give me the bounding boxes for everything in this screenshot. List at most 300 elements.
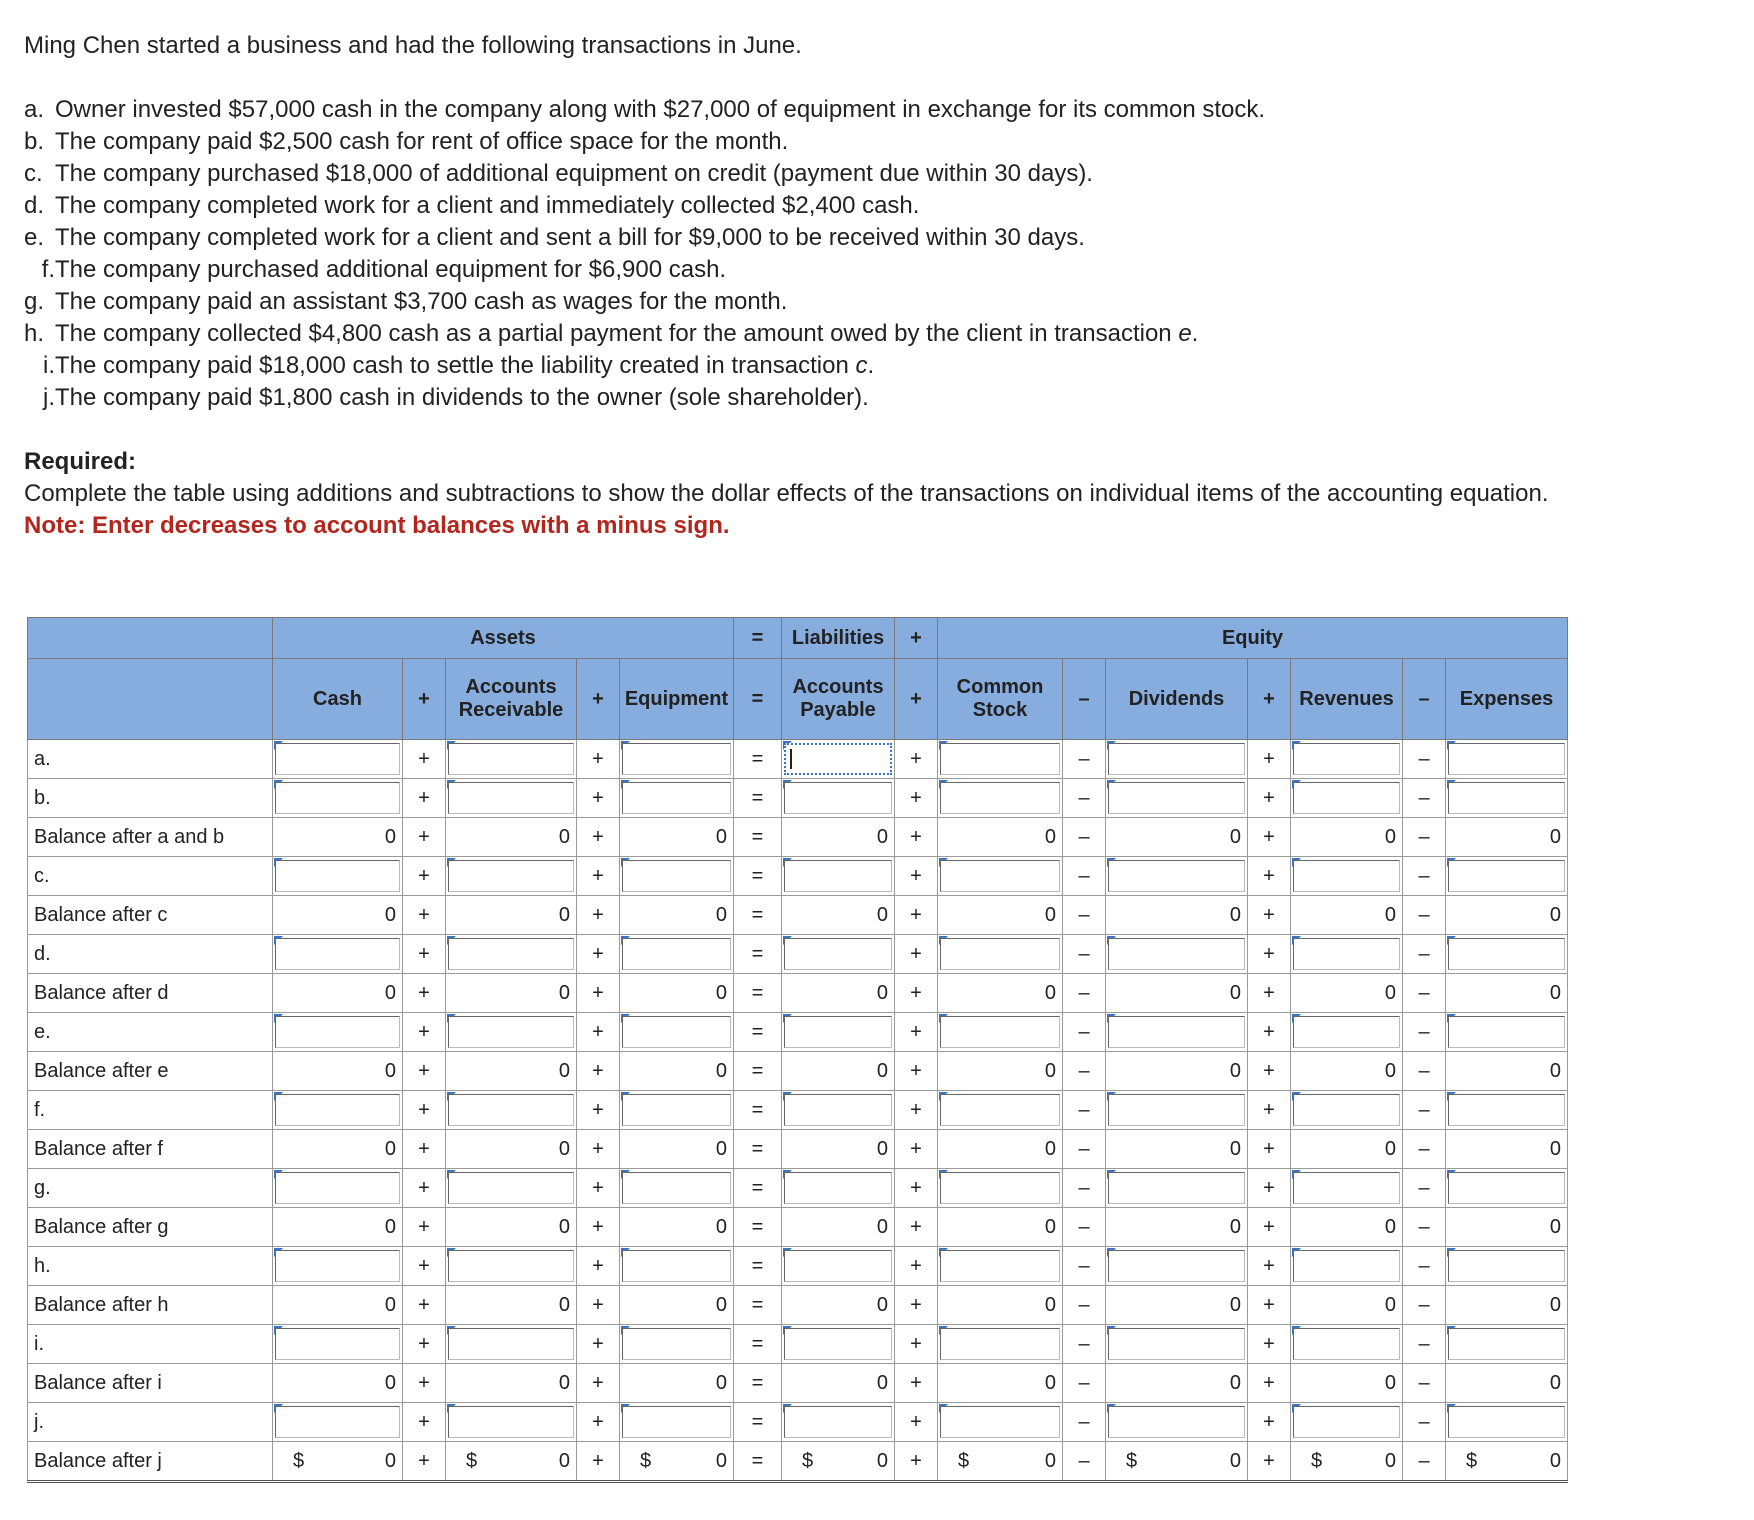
common-stock-input[interactable] — [938, 1091, 1063, 1130]
balance-value: 0 — [558, 904, 570, 926]
accounts-receivable-input[interactable] — [446, 779, 577, 818]
operator: + — [403, 1403, 446, 1442]
operator: – — [1063, 740, 1106, 779]
input-box[interactable] — [275, 743, 400, 775]
accounts-receivable-balance — [446, 1286, 577, 1325]
operator: – — [1063, 1442, 1106, 1482]
operator: + — [403, 1208, 446, 1247]
transaction-text: The company completed work for a client and sent a bill for $9,000 to be received within 30 days. — [55, 224, 1085, 251]
input-box[interactable] — [1448, 782, 1565, 814]
cash-input[interactable] — [273, 740, 403, 779]
input-box[interactable] — [784, 782, 892, 814]
input-box[interactable] — [622, 1172, 731, 1204]
operator: + — [895, 818, 938, 857]
expenses-input[interactable] — [1446, 1403, 1568, 1442]
input-box[interactable] — [448, 1406, 574, 1438]
operator: + — [895, 1091, 938, 1130]
cash-input[interactable] — [273, 1403, 403, 1442]
accounts-payable-input[interactable] — [782, 740, 895, 779]
dividends-input[interactable] — [1106, 1091, 1248, 1130]
input-box[interactable] — [622, 743, 731, 775]
operator: – — [1063, 779, 1106, 818]
col-accounts-payable — [782, 659, 895, 740]
revenues-input[interactable] — [1291, 935, 1403, 974]
dividends-input[interactable] — [1106, 1247, 1248, 1286]
accounts-receivable-balance — [446, 974, 577, 1013]
balance-value: 0 — [384, 904, 396, 926]
transaction-h — [24, 318, 1724, 350]
revenues-balance — [1291, 818, 1403, 857]
equipment-balance — [620, 974, 734, 1013]
operator: – — [1063, 1169, 1106, 1208]
operator: + — [1248, 1247, 1291, 1286]
operator: – — [1403, 1364, 1446, 1403]
expenses-input[interactable] — [1446, 1169, 1568, 1208]
operator: – — [1063, 1013, 1106, 1052]
revenues-input[interactable] — [1291, 740, 1403, 779]
expenses-balance — [1446, 1052, 1568, 1091]
input-box[interactable] — [1108, 1016, 1245, 1048]
operator: + — [403, 896, 446, 935]
dividends-balance — [1106, 1208, 1248, 1247]
currency-symbol: $ — [802, 1450, 814, 1472]
common-stock-balance — [938, 974, 1063, 1013]
row-label: Balance after e — [28, 1052, 273, 1091]
input-box[interactable] — [1108, 1328, 1245, 1360]
input-box[interactable] — [1448, 860, 1565, 892]
common-stock-input[interactable] — [938, 1247, 1063, 1286]
revenues-balance — [1291, 1364, 1403, 1403]
operator: + — [895, 1130, 938, 1169]
common-stock-input[interactable] — [938, 1169, 1063, 1208]
input-box[interactable] — [1293, 1328, 1400, 1360]
input-box[interactable] — [1448, 938, 1565, 970]
input-box[interactable] — [448, 782, 574, 814]
accounts-payable-balance — [782, 1364, 895, 1403]
revenues-input[interactable] — [1291, 1013, 1403, 1052]
operator: – — [1063, 1130, 1106, 1169]
common-stock-input[interactable] — [938, 1013, 1063, 1052]
expenses-input[interactable] — [1446, 1091, 1568, 1130]
input-box[interactable] — [1448, 1328, 1565, 1360]
revenues-balance — [1291, 1208, 1403, 1247]
operator: – — [1403, 1208, 1446, 1247]
input-box[interactable] — [622, 938, 731, 970]
row-label: Balance after g — [28, 1208, 273, 1247]
equipment-input[interactable] — [620, 740, 734, 779]
input-box[interactable] — [1293, 1406, 1400, 1438]
input-box[interactable] — [784, 1172, 892, 1204]
input-box[interactable] — [1108, 1250, 1245, 1282]
balance-value: 0 — [558, 826, 570, 848]
balance-value: 0 — [876, 1138, 888, 1160]
input-box[interactable] — [275, 1172, 400, 1204]
common-stock-balance — [938, 1364, 1063, 1403]
revenues-input[interactable] — [1291, 1325, 1403, 1364]
transaction-e — [24, 222, 1724, 254]
transaction-text: The company purchased additional equipment for $6,900 cash. — [55, 256, 727, 283]
row-label: a. — [28, 740, 273, 779]
equipment-input[interactable] — [620, 935, 734, 974]
accounts-receivable-input[interactable] — [446, 740, 577, 779]
input-box[interactable] — [275, 1328, 400, 1360]
dividends-input[interactable] — [1106, 935, 1248, 974]
equipment-input[interactable] — [620, 1169, 734, 1208]
operator: + — [895, 935, 938, 974]
accounts-payable-input[interactable] — [782, 1169, 895, 1208]
balance-value: 0 — [384, 1216, 396, 1238]
revenues-input[interactable] — [1291, 779, 1403, 818]
input-box[interactable] — [448, 1016, 574, 1048]
balance-row — [28, 1130, 1568, 1169]
balance-value: 0 — [876, 1294, 888, 1316]
transaction-end: . — [1191, 320, 1199, 347]
input-box[interactable] — [784, 1328, 892, 1360]
col-cash: Cash — [273, 659, 403, 740]
common-stock-input[interactable] — [938, 857, 1063, 896]
operator: + — [1248, 974, 1291, 1013]
cash-input[interactable] — [273, 1013, 403, 1052]
common-stock-balance — [938, 1130, 1063, 1169]
expenses-input[interactable] — [1446, 779, 1568, 818]
dividends-input[interactable] — [1106, 1013, 1248, 1052]
input-box[interactable] — [622, 1250, 731, 1282]
revenues-balance — [1291, 1442, 1403, 1482]
operator: + — [895, 659, 938, 740]
operator: – — [1403, 1403, 1446, 1442]
balance-value: 0 — [558, 1450, 570, 1472]
input-box[interactable] — [1108, 743, 1245, 775]
input-box[interactable] — [784, 938, 892, 970]
common-stock-input[interactable] — [938, 740, 1063, 779]
input-box[interactable] — [940, 860, 1060, 892]
accounts-payable-input[interactable] — [782, 857, 895, 896]
input-box[interactable] — [784, 860, 892, 892]
transaction-ref: e — [1178, 320, 1192, 347]
col-dividends: Dividends — [1106, 659, 1248, 740]
assets-header: Assets — [273, 618, 734, 659]
operator: + — [577, 1247, 620, 1286]
input-box[interactable] — [784, 1094, 892, 1126]
operator: + — [895, 1403, 938, 1442]
common-stock-input[interactable] — [938, 779, 1063, 818]
dividends-input[interactable] — [1106, 1325, 1248, 1364]
balance-value: 0 — [1384, 904, 1396, 926]
input-box[interactable] — [275, 1250, 400, 1282]
revenues-input[interactable] — [1291, 1091, 1403, 1130]
common-stock-input[interactable] — [938, 1325, 1063, 1364]
input-box[interactable] — [275, 1094, 400, 1126]
accounts-payable-balance — [782, 1286, 895, 1325]
input-box[interactable] — [1108, 782, 1245, 814]
balance-value: 0 — [1044, 826, 1056, 848]
input-box[interactable] — [784, 1016, 892, 1048]
input-box[interactable] — [275, 1016, 400, 1048]
operator: + — [577, 1052, 620, 1091]
accounts-payable-input[interactable] — [782, 1325, 895, 1364]
cash-balance — [273, 1364, 403, 1403]
input-box[interactable] — [275, 938, 400, 970]
input-box[interactable] — [1293, 743, 1400, 775]
expenses-input[interactable] — [1446, 935, 1568, 974]
revenues-input[interactable] — [1291, 857, 1403, 896]
accounts-payable-input[interactable] — [782, 1247, 895, 1286]
input-box[interactable] — [1108, 1406, 1245, 1438]
currency-symbol: $ — [958, 1450, 970, 1472]
input-box[interactable] — [622, 1094, 731, 1126]
transaction-letter: b. — [24, 128, 45, 155]
equipment-input[interactable] — [620, 1325, 734, 1364]
input-box[interactable] — [1108, 860, 1245, 892]
expenses-input[interactable] — [1446, 1013, 1568, 1052]
input-box[interactable] — [622, 860, 731, 892]
accounts-receivable-input[interactable] — [446, 1247, 577, 1286]
expenses-input[interactable] — [1446, 857, 1568, 896]
operator: + — [1248, 1091, 1291, 1130]
currency-symbol: $ — [1466, 1450, 1478, 1472]
operator: – — [1063, 974, 1106, 1013]
input-box[interactable] — [1108, 1094, 1245, 1126]
balance-value: 0 — [1229, 982, 1241, 1004]
operator: – — [1063, 1052, 1106, 1091]
input-box[interactable] — [448, 1328, 574, 1360]
equipment-balance — [620, 1052, 734, 1091]
input-box[interactable] — [940, 743, 1060, 775]
revenues-input[interactable] — [1291, 1247, 1403, 1286]
dividends-input[interactable] — [1106, 1403, 1248, 1442]
transaction-letter: d. — [24, 192, 45, 219]
balance-value: 0 — [1549, 982, 1561, 1004]
input-box[interactable] — [940, 1016, 1060, 1048]
input-box[interactable] — [1293, 1172, 1400, 1204]
operator: – — [1063, 1364, 1106, 1403]
row-label: i. — [28, 1325, 273, 1364]
dividends-balance — [1106, 974, 1248, 1013]
cash-balance — [273, 1130, 403, 1169]
input-box[interactable] — [784, 743, 892, 775]
liabilities-header: Liabilities — [782, 618, 895, 659]
common-stock-input[interactable] — [938, 935, 1063, 974]
balance-row — [28, 1208, 1568, 1247]
balance-value: 0 — [1229, 1138, 1241, 1160]
accounts-receivable-input[interactable] — [446, 1091, 577, 1130]
input-box[interactable] — [1448, 1094, 1565, 1126]
dividends-input[interactable] — [1106, 1169, 1248, 1208]
operator: – — [1063, 1091, 1106, 1130]
common-stock-balance — [938, 896, 1063, 935]
operator: + — [577, 1403, 620, 1442]
revenues-input[interactable] — [1291, 1169, 1403, 1208]
input-box[interactable] — [784, 1250, 892, 1282]
input-box[interactable] — [1108, 1172, 1245, 1204]
header-blank — [28, 618, 273, 659]
operator: – — [1063, 1286, 1106, 1325]
operator: + — [577, 1013, 620, 1052]
input-box[interactable] — [448, 1094, 574, 1126]
row-label: e. — [28, 1013, 273, 1052]
input-box[interactable] — [275, 782, 400, 814]
cash-input[interactable] — [273, 1169, 403, 1208]
input-box[interactable] — [940, 782, 1060, 814]
col-expenses: Expenses — [1446, 659, 1568, 740]
operator: + — [1248, 659, 1291, 740]
input-box[interactable] — [1448, 743, 1565, 775]
equipment-input[interactable] — [620, 779, 734, 818]
balance-value: 0 — [715, 1138, 727, 1160]
operator: – — [1403, 1091, 1446, 1130]
balance-value: 0 — [1044, 1060, 1056, 1082]
operator: + — [577, 896, 620, 935]
equipment-input[interactable] — [620, 857, 734, 896]
expenses-input[interactable] — [1446, 1325, 1568, 1364]
transaction-row — [28, 1013, 1568, 1052]
balance-value: 0 — [1549, 904, 1561, 926]
common-stock-input[interactable] — [938, 1403, 1063, 1442]
dividends-input[interactable] — [1106, 740, 1248, 779]
revenues-balance — [1291, 1286, 1403, 1325]
accounts-receivable-input[interactable] — [446, 1325, 577, 1364]
expenses-input[interactable] — [1446, 740, 1568, 779]
equipment-input[interactable] — [620, 1091, 734, 1130]
expenses-balance — [1446, 1442, 1568, 1482]
accounts-receivable-input[interactable] — [446, 935, 577, 974]
operator: – — [1063, 659, 1106, 740]
input-box[interactable] — [622, 782, 731, 814]
operator: + — [577, 1364, 620, 1403]
operator: = — [734, 1169, 782, 1208]
transaction-text: The company paid $2,500 cash for rent of office space for the month. — [55, 128, 789, 155]
input-box[interactable] — [622, 1328, 731, 1360]
balance-row — [28, 974, 1568, 1013]
operator: – — [1403, 1169, 1446, 1208]
input-box[interactable] — [940, 938, 1060, 970]
input-box[interactable] — [1293, 860, 1400, 892]
common-stock-balance — [938, 818, 1063, 857]
balance-value: 0 — [1044, 1138, 1056, 1160]
currency-symbol: $ — [1311, 1450, 1323, 1472]
operator: + — [895, 1325, 938, 1364]
operator: + — [895, 1052, 938, 1091]
input-box[interactable] — [940, 1406, 1060, 1438]
accounts-receivable-input[interactable] — [446, 1013, 577, 1052]
cash-input[interactable] — [273, 1325, 403, 1364]
accounts-payable-input[interactable] — [782, 935, 895, 974]
input-box[interactable] — [448, 860, 574, 892]
dividends-balance — [1106, 1052, 1248, 1091]
operator: + — [403, 974, 446, 1013]
operator: – — [1063, 1247, 1106, 1286]
cash-input[interactable] — [273, 779, 403, 818]
accounts-receivable-input[interactable] — [446, 1169, 577, 1208]
input-box[interactable] — [622, 1016, 731, 1048]
input-box[interactable] — [1293, 1094, 1400, 1126]
input-box[interactable] — [1448, 1250, 1565, 1282]
accounts-receivable-input[interactable] — [446, 1403, 577, 1442]
input-box[interactable] — [275, 860, 400, 892]
expenses-balance — [1446, 1208, 1568, 1247]
expenses-balance — [1446, 1364, 1568, 1403]
input-box[interactable] — [275, 1406, 400, 1438]
accounts-payable-input[interactable] — [782, 1013, 895, 1052]
input-box[interactable] — [448, 1250, 574, 1282]
cash-input[interactable] — [273, 857, 403, 896]
input-box[interactable] — [1448, 1406, 1565, 1438]
row-label: Balance after h — [28, 1286, 273, 1325]
accounts-payable-input[interactable] — [782, 779, 895, 818]
operator: – — [1403, 1325, 1446, 1364]
equipment-balance — [620, 818, 734, 857]
equipment-input[interactable] — [620, 1247, 734, 1286]
input-box[interactable] — [1448, 1016, 1565, 1048]
accounts-payable-balance — [782, 818, 895, 857]
operator: + — [577, 1325, 620, 1364]
cash-input[interactable] — [273, 935, 403, 974]
equipment-input[interactable] — [620, 1013, 734, 1052]
equity-header: Equity — [938, 618, 1568, 659]
input-box[interactable] — [1108, 938, 1245, 970]
transaction-c — [24, 158, 1724, 190]
input-box[interactable] — [448, 938, 574, 970]
accounts-receivable-input[interactable] — [446, 857, 577, 896]
input-box[interactable] — [940, 1094, 1060, 1126]
accounts-receivable-balance — [446, 1130, 577, 1169]
operator: – — [1063, 1208, 1106, 1247]
dividends-input[interactable] — [1106, 779, 1248, 818]
balance-value: 0 — [1384, 1216, 1396, 1238]
operator: + — [577, 1442, 620, 1482]
transaction-g — [24, 286, 1724, 318]
balance-value: 0 — [1044, 1450, 1056, 1472]
balance-row — [28, 1442, 1568, 1482]
balance-value: 0 — [1549, 1138, 1561, 1160]
input-box[interactable] — [940, 1328, 1060, 1360]
input-box[interactable] — [1293, 1016, 1400, 1048]
input-box[interactable] — [1293, 782, 1400, 814]
input-box[interactable] — [1448, 1172, 1565, 1204]
row-label: d. — [28, 935, 273, 974]
input-box[interactable] — [784, 1406, 892, 1438]
input-box[interactable] — [448, 1172, 574, 1204]
input-box[interactable] — [940, 1250, 1060, 1282]
balance-value: 0 — [1549, 826, 1561, 848]
operator: – — [1403, 935, 1446, 974]
row-label: c. — [28, 857, 273, 896]
input-box[interactable] — [622, 1406, 731, 1438]
operator: – — [1403, 1052, 1446, 1091]
dividends-input[interactable] — [1106, 857, 1248, 896]
transaction-i — [24, 350, 1724, 382]
accounts-payable-balance — [782, 1208, 895, 1247]
revenues-input[interactable] — [1291, 1403, 1403, 1442]
input-box[interactable] — [1293, 1250, 1400, 1282]
balance-value: 0 — [384, 1372, 396, 1394]
transaction-b — [24, 126, 1724, 158]
operator: = — [734, 1286, 782, 1325]
input-box[interactable] — [940, 1172, 1060, 1204]
operator: = — [734, 1403, 782, 1442]
cash-input[interactable] — [273, 1091, 403, 1130]
cash-input[interactable] — [273, 1247, 403, 1286]
accounts-payable-input[interactable] — [782, 1091, 895, 1130]
transaction-j — [24, 382, 1724, 414]
input-box[interactable] — [448, 743, 574, 775]
expenses-input[interactable] — [1446, 1247, 1568, 1286]
input-box[interactable] — [1293, 938, 1400, 970]
transaction-row — [28, 1247, 1568, 1286]
accounts-payable-input[interactable] — [782, 1403, 895, 1442]
equipment-input[interactable] — [620, 1403, 734, 1442]
balance-value: 0 — [715, 826, 727, 848]
